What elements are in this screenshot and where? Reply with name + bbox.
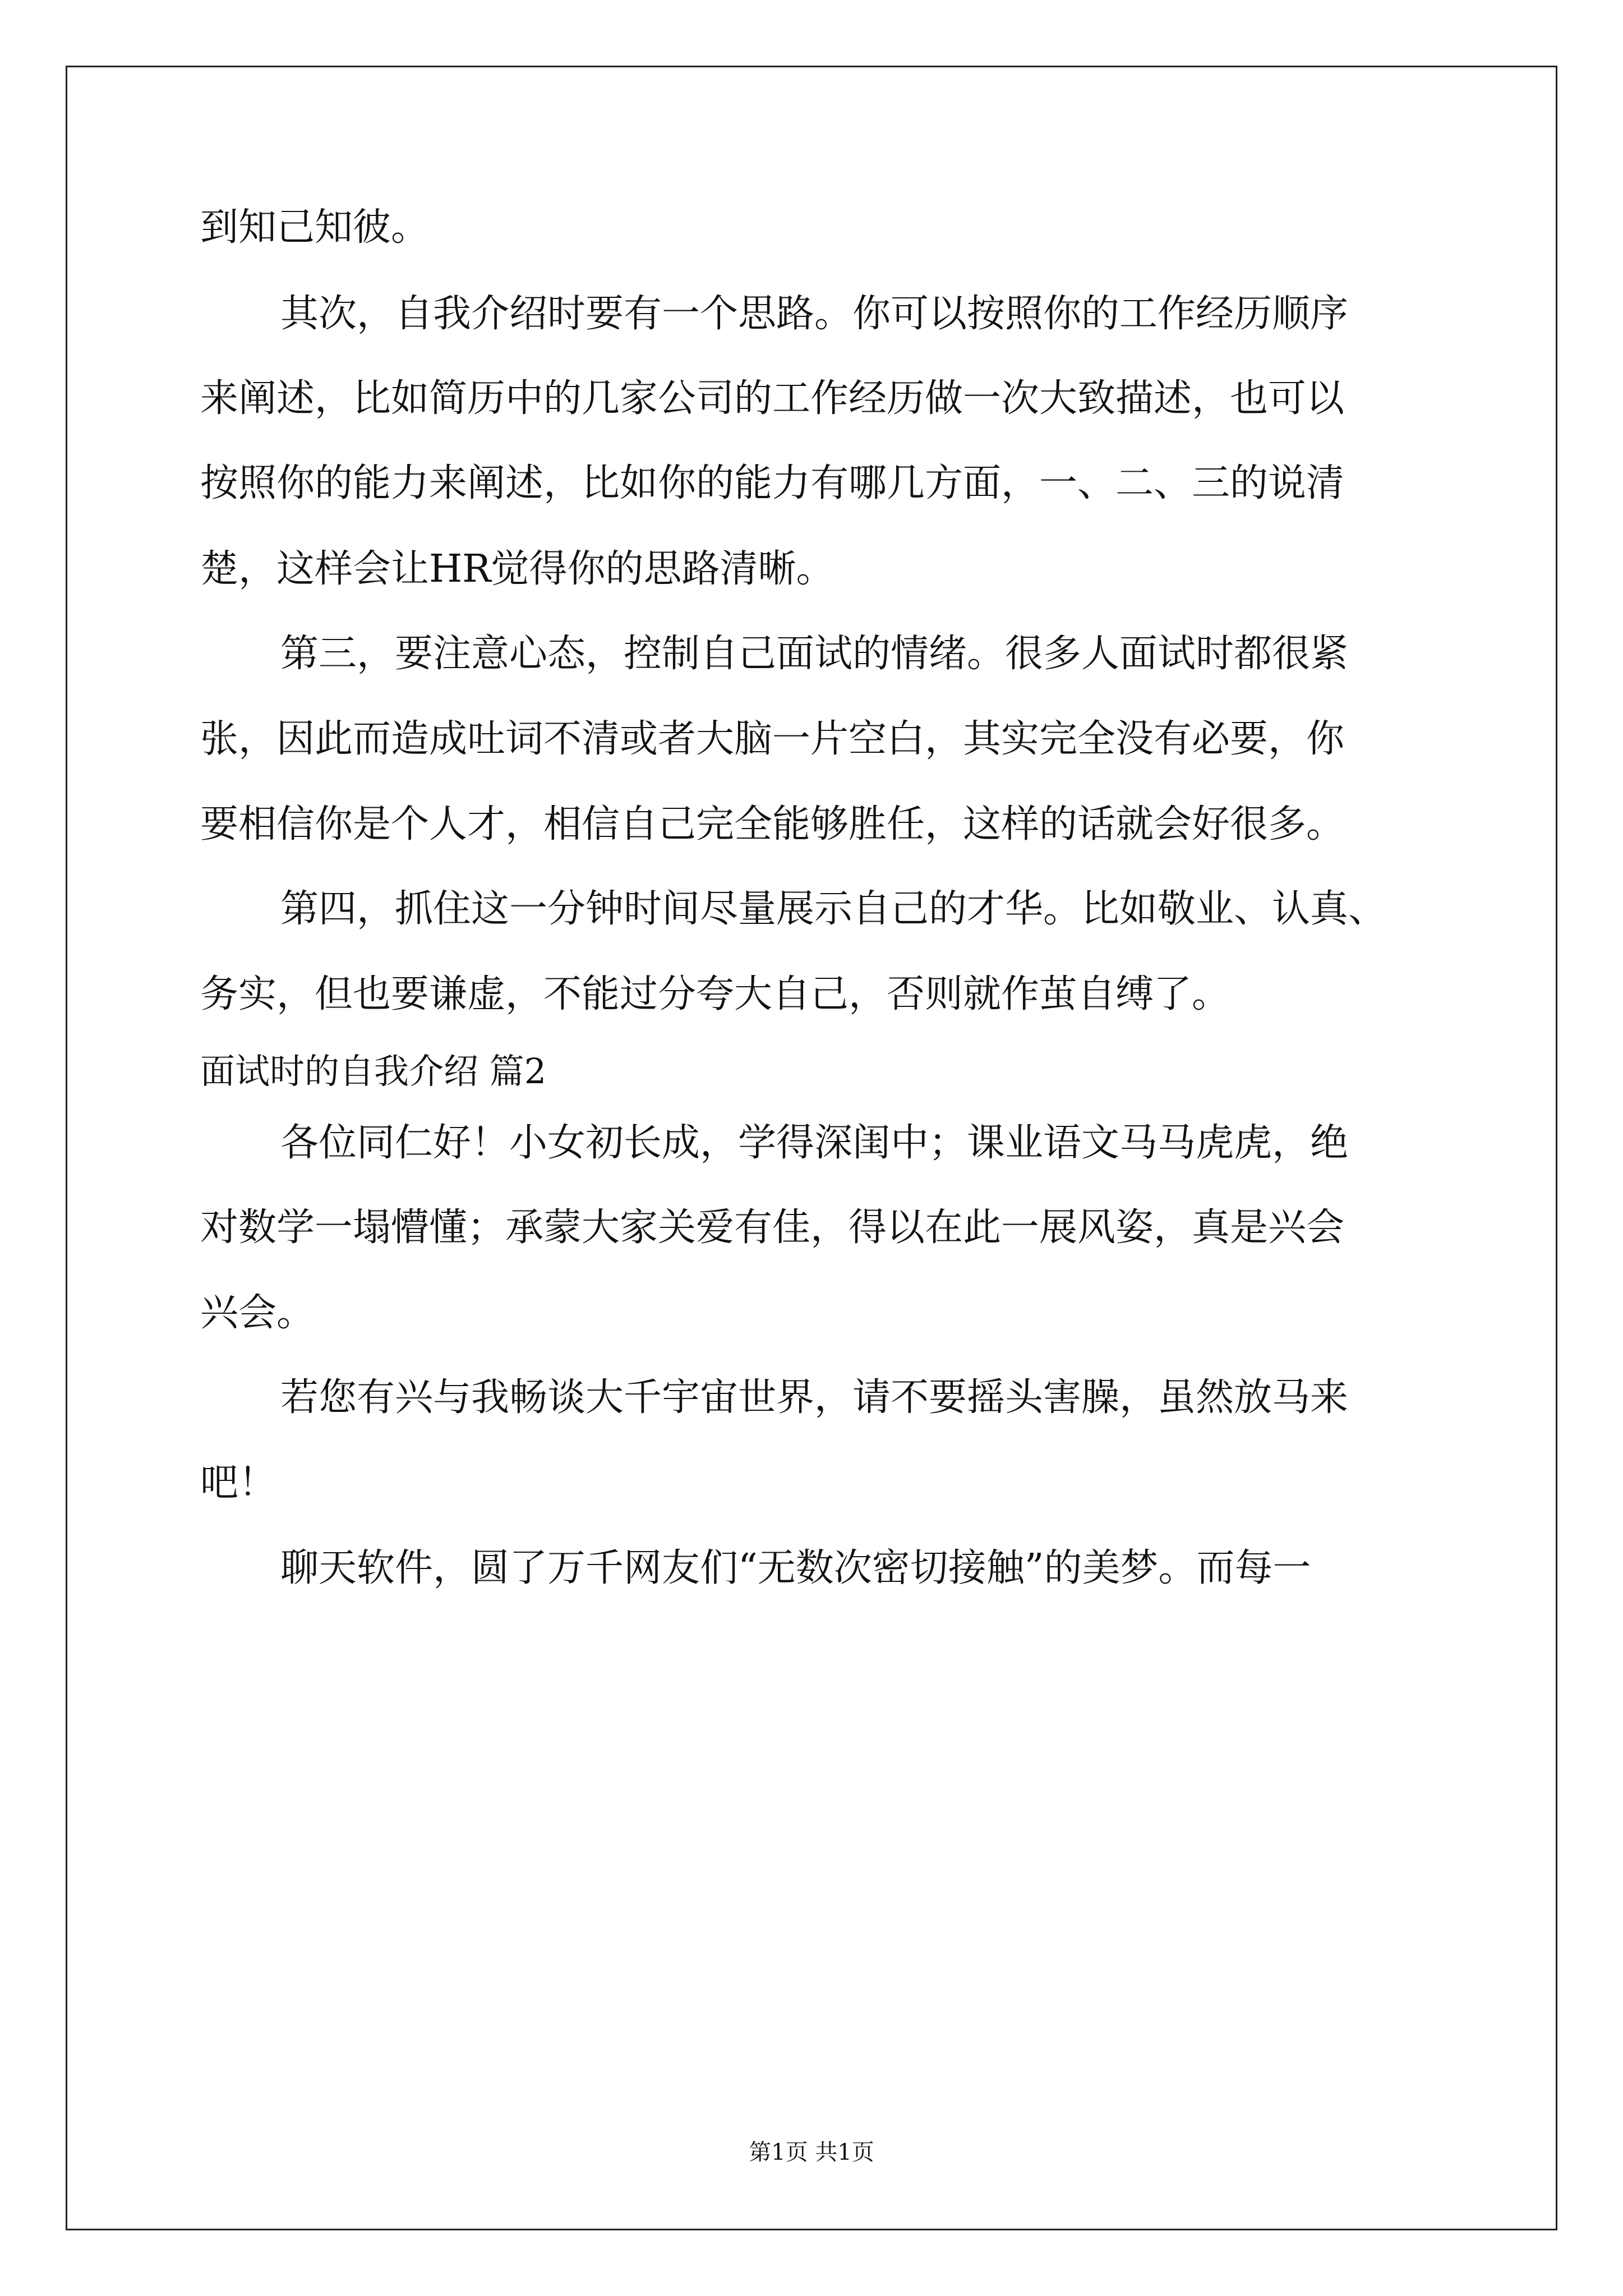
text-line: 楚，这样会让HR觉得你的思路清晰。 (200, 547, 834, 591)
paragraph-line: 各位同仁好！小女初长成，学得深闺中；课业语文马马虎虎，绝 (280, 1121, 1349, 1165)
page-footer: 第1页 共1页 (749, 2139, 874, 2165)
paragraph-line: 其次，自我介绍时要有一个思路。你可以按照你的工作经历顺序 (280, 292, 1349, 336)
text-line: 兴会。 (200, 1291, 315, 1335)
text-line: 按照你的能力来阐述，比如你的能力有哪几方面，一、二、三的说清 (200, 461, 1345, 505)
text-line: 吧！ (200, 1461, 277, 1505)
paragraph-line: 若您有兴与我畅谈大千宇宙世界，请不要摇头害臊，虽然放马来 (280, 1375, 1349, 1420)
text-line: 来阐述，比如简历中的几家公司的工作经历做一次大致描述，也可以 (200, 376, 1345, 421)
text-line: 张，因此而造成吐词不清或者大脑一片空白，其实完全没有必要，你 (200, 717, 1345, 761)
paragraph-line: 第三，要注意心态，控制自己面试的情绪。很多人面试时都很紧 (280, 632, 1349, 676)
section-heading: 面试时的自我介绍 篇2 (200, 1051, 547, 1092)
text-line: 对数学一塌懵懂；承蒙大家关爱有佳，得以在此一展风姿，真是兴会 (200, 1205, 1345, 1250)
text-line: 要相信你是个人才，相信自己完全能够胜任，这样的话就会好很多。 (200, 802, 1345, 846)
paragraph-line: 第四，抓住这一分钟时间尽量展示自己的才华。比如敬业、认真、 (280, 887, 1387, 931)
text-line: 到知己知彼。 (200, 205, 430, 250)
paragraph-line: 聊天软件，圆了万千网友们“无数次密切接触”的美梦。而每一 (280, 1546, 1311, 1590)
text-line: 务实，但也要谦虚，不能过分夸大自己，否则就作茧自缚了。 (200, 972, 1230, 1016)
